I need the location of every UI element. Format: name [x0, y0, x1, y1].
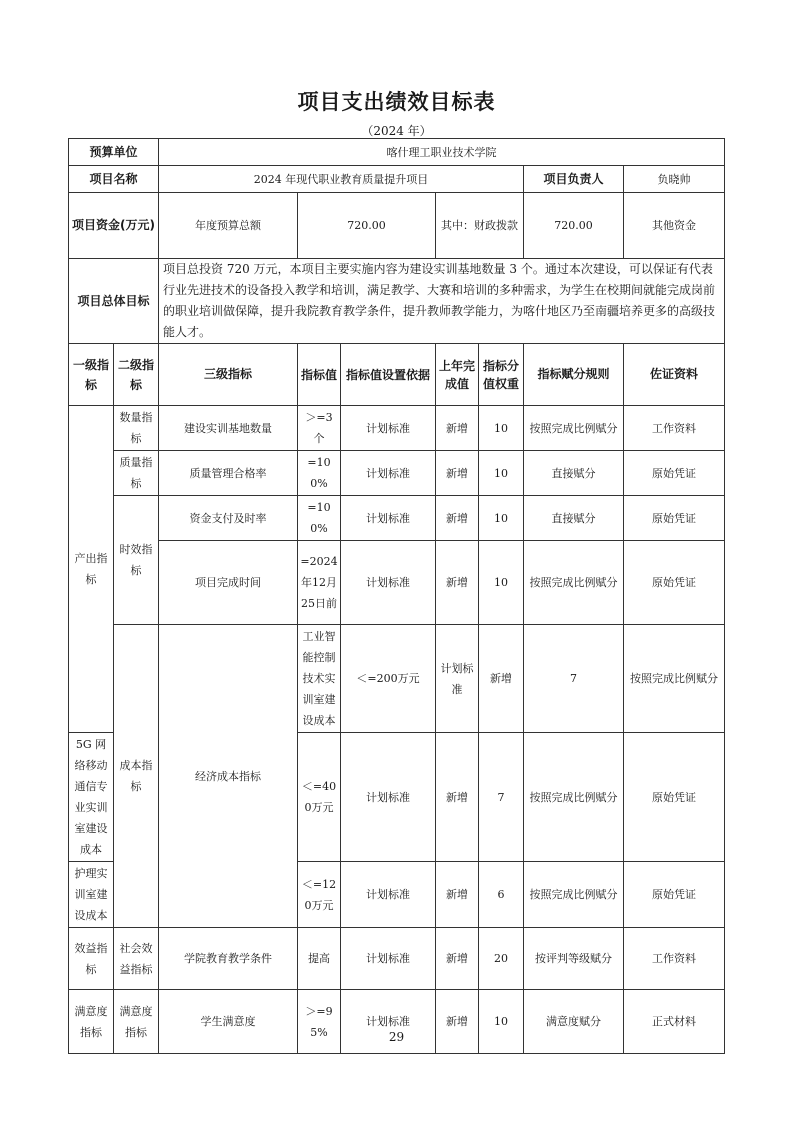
- budget-unit-label: 预算单位: [69, 139, 159, 166]
- indicator-evidence: 原始凭证: [624, 496, 725, 541]
- project-funds-label: 项目资金(万元): [69, 193, 159, 259]
- indicator-weight: 10: [479, 406, 524, 451]
- annual-budget-value: 720.00: [298, 193, 436, 259]
- group-output: 产出指标: [69, 406, 114, 733]
- indicator-weight: 10: [479, 496, 524, 541]
- indicator-value: ＞=95%: [298, 990, 341, 1054]
- year-label: （2024 年）: [361, 124, 432, 138]
- project-name-value: 2024 年现代职业教育质量提升项目: [159, 166, 524, 193]
- indicator-basis: 计划标准: [341, 496, 436, 541]
- indicator-rule: 直接赋分: [524, 496, 624, 541]
- indicator-rule: 满意度赋分: [524, 990, 624, 1054]
- indicator-last-year: 新增: [436, 862, 479, 928]
- indicator-last-year: 新增: [479, 625, 524, 733]
- indicator-value: =100%: [298, 496, 341, 541]
- indicator-last-year: 新增: [436, 496, 479, 541]
- indicator-basis: 计划标准: [341, 862, 436, 928]
- fiscal-funds-value: 720.00: [524, 193, 624, 259]
- indicator-weight: 7: [479, 733, 524, 862]
- indicator-name: 学院教育教学条件: [159, 928, 298, 990]
- indicator-name: 护理实训室建设成本: [69, 862, 114, 928]
- indicator-weight: 7: [524, 625, 624, 733]
- header-evidence: 佐证资料: [624, 344, 725, 406]
- indicator-last-year: 新增: [436, 733, 479, 862]
- indicator-rule: 直接赋分: [524, 451, 624, 496]
- budget-unit-value: 喀什理工职业技术学院: [159, 139, 725, 166]
- indicator-value: ＜=400万元: [298, 733, 341, 862]
- indicator-name: 建设实训基地数量: [159, 406, 298, 451]
- indicator-name: 项目完成时间: [159, 541, 298, 625]
- indicator-basis: 计划标准: [341, 541, 436, 625]
- header-level3: 三级指标: [159, 344, 298, 406]
- indicator-basis: 计划标准: [341, 406, 436, 451]
- header-level2: 二级指标: [114, 344, 159, 406]
- indicator-evidence: 原始凭证: [624, 541, 725, 625]
- page-number: 29: [388, 1030, 405, 1044]
- header-rule: 指标赋分规则: [524, 344, 624, 406]
- indicator-last-year: 新增: [436, 451, 479, 496]
- header-level1: 一级指标: [69, 344, 114, 406]
- indicator-evidence: 原始凭证: [624, 451, 725, 496]
- group-quantity: 数量指标: [114, 406, 159, 451]
- indicator-name: 质量管理合格率: [159, 451, 298, 496]
- indicator-rule: 按评判等级赋分: [524, 928, 624, 990]
- indicator-basis: 计划标准: [341, 990, 436, 1054]
- indicator-value: ＜=200万元: [341, 625, 436, 733]
- indicator-basis: 计划标准: [341, 451, 436, 496]
- indicator-value: =100%: [298, 451, 341, 496]
- annual-budget-label: 年度预算总额: [159, 193, 298, 259]
- overall-goal-text: 项目总投资 720 万元，本项目主要实施内容为建设实训基地数量 3 个。通过本次建设，可以保证有代表行业先进技术的设备投入教学和培训，满足教学、大赛和培训的多种需求，为学生在校期间就能完成岗前的职业培训做保障，提升我院教育教学条件，提升教师教学能力，为喀什地区乃至南疆培养更多的高级技能人才。: [159, 259, 725, 344]
- group-quality: 质量指标: [114, 451, 159, 496]
- indicator-weight: 20: [479, 928, 524, 990]
- group-satisfaction: 满意度指标: [69, 990, 114, 1054]
- indicator-rule: 按照完成比例赋分: [524, 862, 624, 928]
- indicator-rule: 按照完成比例赋分: [624, 625, 725, 733]
- indicator-last-year: 新增: [436, 406, 479, 451]
- performance-table: [68, 138, 725, 1054]
- indicator-basis: 计划标准: [436, 625, 479, 733]
- indicator-basis: 计划标准: [341, 733, 436, 862]
- indicator-name: 资金支付及时率: [159, 496, 298, 541]
- indicator-last-year: 新增: [436, 928, 479, 990]
- indicator-evidence: 工作资料: [624, 928, 725, 990]
- page-title: 项目支出绩效目标表: [297, 90, 496, 114]
- group-timeliness: 时效指标: [114, 496, 159, 625]
- other-funds-label: 其他资金: [624, 193, 725, 259]
- indicator-value: 提高: [298, 928, 341, 990]
- indicator-last-year: 新增: [436, 541, 479, 625]
- group-benefit: 效益指标: [69, 928, 114, 990]
- indicator-rule: 按照完成比例赋分: [524, 541, 624, 625]
- header-last-year: 上年完成值: [436, 344, 479, 406]
- group-economic-cost: 经济成本指标: [159, 625, 298, 928]
- overall-goal-label: 项目总体目标: [69, 259, 159, 344]
- indicator-name: 5G 网络移动通信专业实训室建设成本: [69, 733, 114, 862]
- indicator-weight: 10: [479, 541, 524, 625]
- indicator-rule: 按照完成比例赋分: [524, 733, 624, 862]
- indicator-evidence: 原始凭证: [624, 862, 725, 928]
- group-satisfaction-sub: 满意度指标: [114, 990, 159, 1054]
- indicator-weight: 6: [479, 862, 524, 928]
- indicator-rule: 按照完成比例赋分: [524, 406, 624, 451]
- indicator-last-year: 新增: [436, 990, 479, 1054]
- header-basis: 指标值设置依据: [341, 344, 436, 406]
- indicator-value: =2024年12月25日前: [298, 541, 341, 625]
- group-cost: 成本指标: [114, 625, 159, 928]
- header-weight: 指标分值权重: [479, 344, 524, 406]
- project-leader-value: 负晓帅: [624, 166, 725, 193]
- indicator-evidence: 工作资料: [624, 406, 725, 451]
- indicator-evidence: 原始凭证: [624, 733, 725, 862]
- indicator-evidence: 正式材料: [624, 990, 725, 1054]
- indicator-value: ＞=3个: [298, 406, 341, 451]
- indicator-weight: 10: [479, 990, 524, 1054]
- project-leader-label: 项目负责人: [524, 166, 624, 193]
- indicator-basis: 计划标准: [341, 928, 436, 990]
- indicator-name: 学生满意度: [159, 990, 298, 1054]
- indicator-weight: 10: [479, 451, 524, 496]
- indicator-name: 工业智能控制技术实训室建设成本: [298, 625, 341, 733]
- group-social-benefit: 社会效益指标: [114, 928, 159, 990]
- indicator-value: ＜=120万元: [298, 862, 341, 928]
- header-value: 指标值: [298, 344, 341, 406]
- fiscal-funds-label: 其中：财政拨款: [436, 193, 524, 259]
- project-name-label: 项目名称: [69, 166, 159, 193]
